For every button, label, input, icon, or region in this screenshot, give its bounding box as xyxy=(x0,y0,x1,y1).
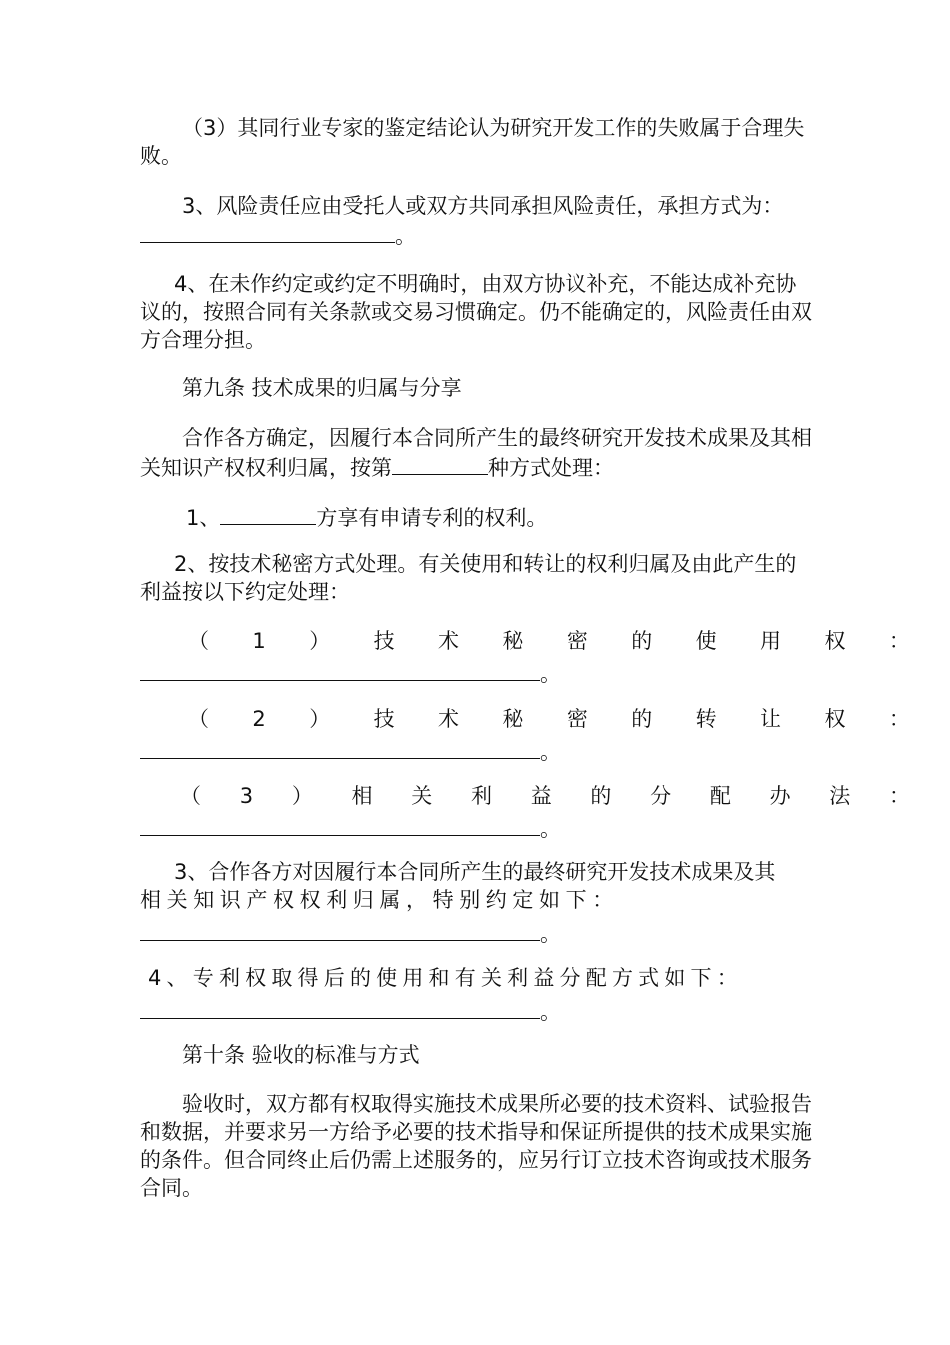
sub2-char: 秘 xyxy=(502,707,524,731)
item-1-text: 方享有申请专利的权利。 xyxy=(316,506,548,530)
sub3-char: 利 xyxy=(470,784,492,808)
article-9-intro xyxy=(140,424,812,482)
sub3-char: 3 xyxy=(239,784,254,808)
item-3-fill xyxy=(140,918,561,948)
sub3-char: 关 xyxy=(411,784,433,808)
clause-8-3-text: 3、风险责任应由受托人或双方共同承担风险责任，承担方式为： xyxy=(182,194,784,218)
article-9-item-2: 2、按技术秘密方式处理。有关使用和转让的权利归属及由此产生的利益按以下约定处理： xyxy=(140,552,797,604)
blank-transfer-right[interactable] xyxy=(140,736,540,759)
sub2-char: （ xyxy=(188,707,209,731)
sub1-char: 1 xyxy=(252,629,266,653)
sub3-char: 益 xyxy=(530,784,552,808)
sub1-char: ： xyxy=(888,629,910,653)
blank-benefit-distribution[interactable] xyxy=(140,813,540,836)
sub3-char: 法 xyxy=(829,784,851,808)
sub2-char: 技 xyxy=(373,707,395,731)
sub2-char: 权 xyxy=(824,707,846,731)
sub3-char: 相 xyxy=(351,784,373,808)
period: 。 xyxy=(540,662,561,686)
blank-method-number[interactable] xyxy=(392,452,488,475)
clause-8-3-fill xyxy=(140,220,416,250)
item-2-sub-1-fill xyxy=(140,658,561,688)
sub2-char: 术 xyxy=(438,707,459,731)
sub3-char: ） xyxy=(291,784,313,808)
blank-usage-right[interactable] xyxy=(140,658,540,681)
clause-8-4: 4、在未作约定或约定不明确时，由双方协议补充，不能达成补充协议的，按照合同有关条款或交易习惯确定。仍不能确定的，风险责任由双方合理分担。 xyxy=(140,272,812,352)
period: 。 xyxy=(540,817,561,841)
sub2-char: ： xyxy=(888,707,910,731)
item-1-number: 1、 xyxy=(186,506,221,530)
clause-8-3 xyxy=(140,192,812,220)
sub2-char: 密 xyxy=(566,707,588,731)
sub3-char: 分 xyxy=(650,784,672,808)
period: 。 xyxy=(540,922,561,946)
sub1-char: 用 xyxy=(760,629,782,653)
article-10-body: 验收时，双方都有权取得实施技术成果所必要的技术资料、试验报告和数据，并要求另一方给予必要的技术指导和保证所提供的技术成果实施的条件。但合同终止后仍需上述服务的，应另行订立技术咨询或技术服务合同。 xyxy=(140,1092,812,1200)
sub1-char: 使 xyxy=(695,629,717,653)
sub3-char: 的 xyxy=(590,784,612,808)
clause-8-2-3: （3）其同行业专家的鉴定结论认为研究开发工作的失败属于合理失败。 xyxy=(140,116,805,168)
sub2-char: ） xyxy=(309,707,331,731)
blank-special-agreement[interactable] xyxy=(140,918,540,941)
sub2-char: 让 xyxy=(760,707,782,731)
sub3-char: ： xyxy=(889,784,910,808)
period: 。 xyxy=(540,740,561,764)
item-4-fill xyxy=(140,996,561,1026)
item-2-sub-1 xyxy=(188,627,910,655)
article-10-title: 第十条 验收的标准与方式 xyxy=(182,1043,420,1067)
item-2-sub-3-fill xyxy=(140,813,561,843)
article-9-item-3-line-2: 相关知识产权权利归属，特别约定如下： xyxy=(140,888,619,912)
sub2-char: 2 xyxy=(252,707,266,731)
article-9-item-1 xyxy=(140,502,812,532)
blank-risk-method[interactable] xyxy=(140,220,395,243)
sub3-char: （ xyxy=(180,784,201,808)
sub1-char: 权 xyxy=(824,629,846,653)
sub1-char: ） xyxy=(309,629,331,653)
article-9-intro-text: 合作各方确定，因履行本合同所产生的最终研究开发技术成果及其相关知识产权权利归属，按第 xyxy=(140,426,812,480)
period: 。 xyxy=(540,1000,561,1024)
article-9-item-3-line-1: 3、合作各方对因履行本合同所产生的最终研究开发技术成果及其 xyxy=(174,860,776,884)
sub1-char: 技 xyxy=(373,629,395,653)
article-9-item-4: 4、专利权取得后的使用和有关利益分配方式如下： xyxy=(148,966,743,990)
item-2-sub-3 xyxy=(180,782,910,810)
sub1-char: 秘 xyxy=(502,629,524,653)
sub1-char: 密 xyxy=(566,629,588,653)
sub1-char: （ xyxy=(188,629,209,653)
item-2-sub-2 xyxy=(188,705,910,733)
blank-patent-benefit[interactable] xyxy=(140,996,540,1019)
sub2-char: 的 xyxy=(631,707,653,731)
article-9-title: 第九条 技术成果的归属与分享 xyxy=(182,376,462,400)
article-9-intro-end: 种方式处理： xyxy=(488,456,614,480)
sub1-char: 术 xyxy=(438,629,459,653)
blank-patent-party[interactable] xyxy=(220,502,316,525)
item-2-sub-2-fill xyxy=(140,736,561,766)
sub3-char: 配 xyxy=(709,784,731,808)
sub2-char: 转 xyxy=(695,707,717,731)
sub1-char: 的 xyxy=(631,629,653,653)
period: 。 xyxy=(395,224,416,248)
sub3-char: 办 xyxy=(769,784,791,808)
